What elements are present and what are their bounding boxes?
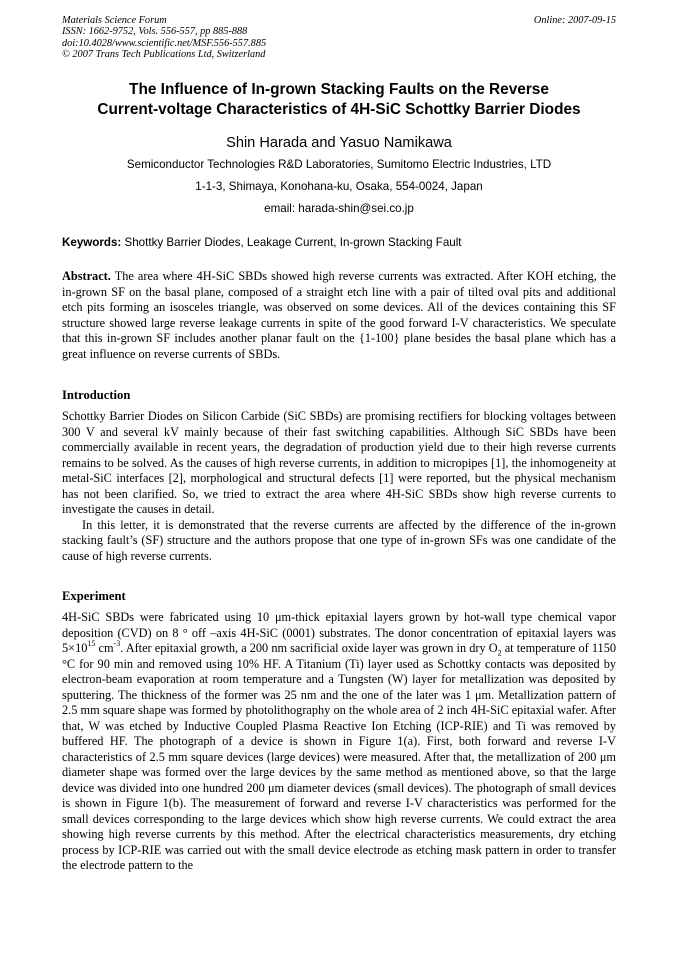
donor-exponent: 15 (87, 638, 96, 648)
authors: Shin Harada and Yasuo Namikawa (226, 135, 452, 151)
introduction-paragraph-2: In this letter, it is demonstrated that the reverse currents are affected by the difference of the in-grown stacking fault’s (SF) structure and the authors propose that one type of in-grown SFs was one candidate of the cause of high reverse currents. (62, 517, 616, 563)
affiliation-lab: Semiconductor Technologies R&D Laboratories, Sumitomo Electric Industries, LTD (126, 158, 552, 171)
experiment-text-a: 4H-SiC SBDs were fabricated using 10 μm-thick epitaxial layers grown by hot-wall type chemical vapor deposition (CVD) on 8 ° off –axis 4H-SiC (0001) substrates. The donor concentration of epitaxial layers was 5×10 (62, 610, 616, 655)
paper-title (62, 80, 616, 120)
journal-name: Materials Science Forum (62, 15, 167, 26)
keywords (62, 235, 616, 250)
author-email: email: harada-shin@sei.co.jp (264, 202, 414, 215)
experiment-heading: Experiment (62, 589, 126, 603)
keywords-text: Shottky Barrier Diodes, Leakage Current, In-grown Stacking Fault (121, 236, 462, 249)
journal-header (62, 15, 616, 60)
oxygen-subscript: 2 (497, 648, 502, 658)
title-line-2: Current-voltage Characteristics of 4H-SiC Schottky Barrier Diodes (97, 101, 581, 118)
online-date: Online: 2007-09-15 (533, 15, 616, 26)
introduction-heading: Introduction (62, 388, 131, 402)
introduction-paragraph-1: Schottky Barrier Diodes on Silicon Carbide (SiC SBDs) are promising rectifiers for blocking voltages between 300 V and several kV mainly because of their fast switching capabilities. Although SiC SBDs have been commercially available in recent years, the degradation of production yield due to their high reverse currents remains to be solved. As the causes of high reverse currents, in addition to micropipes [1], the inhomogeneity at metal-SiC interfaces [2], morphological and structural defects [1] were reported, but the physical mechanism has not been clarified. So, we tried to extract the area where 4H-SiC SBDs show high reverse currents to investigate the causes in detail. (62, 409, 616, 516)
title-line-1: The Influence of In-grown Stacking Faults on the Reverse (129, 81, 549, 98)
abstract-label: Abstract. (62, 269, 111, 283)
experiment-body (62, 610, 616, 874)
abstract-text: The area where 4H-SiC SBDs showed high reverse currents was extracted. After KOH etching, the in-grown SF on the basal plane, composed of a straight etch line with a pair of tilted oval pits and additional etch pits forming an isosceles triangle, was observed on some devices. All of the devices containing this SF structure showed large reverse leakage currents in spite of the good forward I-V characteristics. We speculate that this in-grown SF includes another planar fault on the {1-100} plane besides the basal plane which has a great influence on reverse currents of SBDs. (62, 269, 616, 361)
experiment-text-b: cm (95, 641, 114, 655)
affiliation-address: 1-1-3, Shimaya, Konohana-ku, Osaka, 554-0024, Japan (195, 180, 483, 193)
introduction-body (62, 409, 616, 564)
journal-copyright: © 2007 Trans Tech Publications Ltd, Switzerland (62, 48, 266, 60)
keywords-label: Keywords: (62, 236, 122, 249)
experiment-text-d: at temperature of 1150 °C for 90 min and removed using 10% HF. A Titanium (Ti) layer used as Schottky contacts was deposited by electron-beam evaporation at room temperature and a Tungsten (W) layer for metallization was deposited by sputtering. The thickness of the former was 25 nm and the one of the later was 1 μm. Metallization pattern of 2.5 mm square shape was formed by photolithography on the whole area of 2 inch 4H-SiC epitaxial wafer. After that, W was etched by Inductive Coupled Plasma Reactive Ion Etching (ICP-RIE) and Ti was removed by buffered HF. The photograph of a device is shown in Figure 1(a). First, both forward and reverse I-V characteristics of 2.5 mm square devices (large devices) were measured. After that, the metallization of 200 μm diameter shape was formed over the large devices by the same method as mentioned above, so that the large device was divided into one hundred 200 μm diameter devices (small devices). The photograph of small devices is shown in Figure 1(b). The measurement of forward and reverse I-V characteristics was performed for the small devices corresponding to the large devices which show high reverse currents. We could extract the area showing high reverse currents by this method. After the electrical characteristics measurements, dry etching process by ICP-RIE was carried out with the small device electrode as etching mask pattern in order to transfer the electrode pattern to the (62, 641, 616, 872)
journal-doi: doi:10.4028/www.scientific.net/MSF.556-557.885 (62, 37, 267, 49)
unit-exponent: -3 (113, 638, 121, 648)
abstract (62, 269, 616, 362)
experiment-text-c: . After epitaxial growth, a 200 nm sacrificial oxide layer was grown in dry O (120, 641, 498, 655)
experiment-paragraph-1 (62, 610, 616, 874)
journal-issn: ISSN: 1662-9752, Vols. 556-557, pp 885-888 (62, 26, 248, 38)
